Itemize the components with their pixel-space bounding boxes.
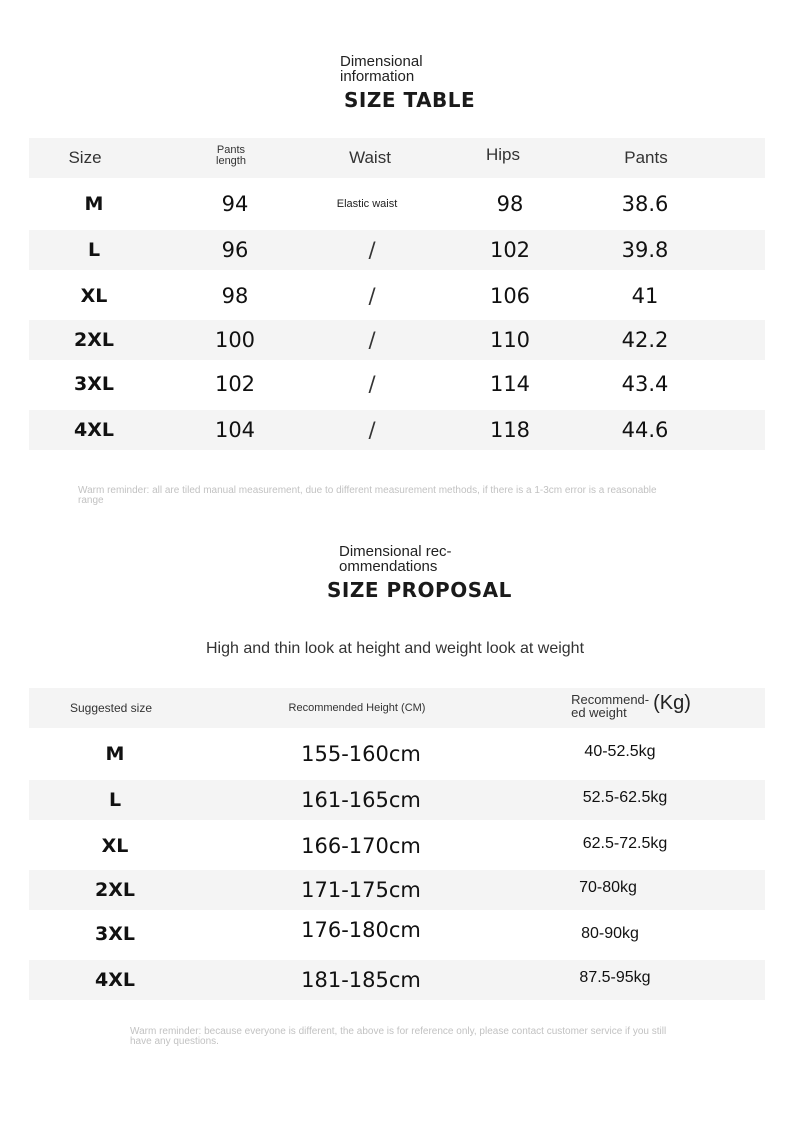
header-size: Size — [68, 148, 102, 167]
header-pants: Pants — [624, 148, 668, 167]
row-size: 3XL — [74, 373, 114, 395]
table-row — [29, 780, 765, 820]
row-height: 171-175cm — [301, 878, 421, 902]
row-hips: 110 — [489, 328, 531, 352]
row-waist: / — [368, 418, 376, 442]
row-pants: 42.2 — [621, 328, 669, 352]
row-size: 2XL — [95, 879, 135, 901]
row-height: 155-160cm — [301, 742, 421, 766]
size-proposal-title: SIZE PROPOSAL — [327, 578, 512, 602]
row-length: 96 — [221, 238, 249, 262]
row-hips: 106 — [489, 284, 531, 308]
row-hips: 114 — [489, 372, 531, 396]
row-hips: 118 — [489, 418, 531, 442]
table-row — [29, 826, 765, 866]
row-waist: Elastic waist — [336, 198, 398, 210]
row-size: 4XL — [74, 419, 114, 441]
row-size: 4XL — [95, 969, 135, 991]
row-waist: / — [368, 238, 376, 262]
header-waist: Waist — [349, 148, 391, 167]
row-size: XL — [101, 835, 129, 857]
row-height: 181-185cm — [301, 968, 421, 992]
row-pants: 44.6 — [621, 418, 669, 442]
header-hips: Hips — [485, 145, 521, 164]
row-pants: 43.4 — [621, 372, 669, 396]
row-weight: 62.5-72.5kg — [582, 835, 668, 852]
table-row — [29, 320, 765, 360]
size-table-subtitle-1: Dimensional — [340, 53, 423, 70]
header-pants-length-2: length — [216, 155, 246, 167]
row-weight: 40-52.5kg — [584, 743, 656, 760]
row-size: L — [87, 239, 101, 261]
size-proposal-heading — [327, 543, 512, 602]
size-table-subtitle-2: information — [340, 68, 415, 85]
size-proposal-reminder — [130, 1027, 710, 1047]
header-pants-length-1: Pants — [216, 144, 246, 156]
size-table-reminder-line-2: range — [78, 495, 104, 506]
row-weight: 87.5-95kg — [579, 969, 651, 986]
row-hips: 102 — [489, 238, 531, 262]
table-row — [29, 410, 765, 450]
size-table-header-row — [29, 138, 765, 178]
row-height: 161-165cm — [301, 788, 421, 812]
header-suggested-size: Suggested size — [69, 701, 153, 715]
table-row — [29, 364, 765, 404]
header-recommended-weight — [571, 686, 691, 726]
header-pants-length — [216, 136, 246, 176]
header-recommended-height: Recommended Height (CM) — [288, 702, 426, 714]
size-proposal-subtitle-1: Dimensional rec- — [339, 543, 452, 560]
row-weight: 80-90kg — [581, 925, 639, 942]
row-size: L — [108, 789, 122, 811]
table-row — [29, 960, 765, 1000]
table-row — [29, 184, 765, 224]
size-proposal-reminder-line-2: have any questions. — [130, 1036, 219, 1047]
row-length: 100 — [214, 328, 256, 352]
header-weight-unit: (Kg) — [653, 691, 691, 714]
size-table-reminder — [78, 486, 728, 506]
row-pants: 38.6 — [621, 192, 669, 216]
row-height: 176-180cm — [301, 918, 421, 942]
size-table-reminder-line-1: Warm reminder: all are tiled manual measurement, due to different measurement methods, if there is a 1-3cm error is a reasonable — [78, 485, 657, 496]
row-size: 2XL — [74, 329, 114, 351]
size-proposal-reminder-line-1: Warm reminder: because everyone is different, the above is for reference only, please contact customer service if you still — [130, 1026, 667, 1037]
row-height: 166-170cm — [301, 834, 421, 858]
row-weight: 70-80kg — [579, 879, 637, 896]
table-row — [29, 276, 765, 316]
size-proposal-subtitle-2: ommendations — [339, 558, 438, 575]
row-size: 3XL — [95, 923, 135, 945]
size-proposal-intro: High and thin look at height and weight look at weight — [205, 640, 585, 657]
table-row — [29, 230, 765, 270]
header-weight-1: Recommend- — [571, 692, 650, 707]
size-proposal-table — [29, 688, 765, 1002]
table-row — [29, 870, 765, 910]
row-waist: / — [368, 284, 376, 308]
row-weight: 52.5-62.5kg — [582, 789, 668, 806]
row-pants: 39.8 — [621, 238, 669, 262]
row-size: M — [105, 743, 125, 765]
row-length: 98 — [221, 284, 249, 308]
row-length: 104 — [214, 418, 256, 442]
proposal-header-row — [29, 688, 765, 728]
row-waist: / — [368, 328, 376, 352]
header-weight-2: ed weight — [571, 705, 627, 720]
row-pants: 41 — [631, 284, 659, 308]
row-hips: 98 — [496, 192, 524, 216]
size-table — [29, 138, 765, 450]
table-row — [29, 734, 765, 774]
row-size: XL — [80, 285, 108, 307]
row-size: M — [84, 193, 104, 215]
row-waist: / — [368, 372, 376, 396]
size-table-title: SIZE TABLE — [344, 88, 476, 112]
table-row — [29, 914, 765, 954]
row-length: 94 — [221, 192, 249, 216]
row-length: 102 — [214, 372, 256, 396]
size-table-heading — [340, 54, 475, 112]
